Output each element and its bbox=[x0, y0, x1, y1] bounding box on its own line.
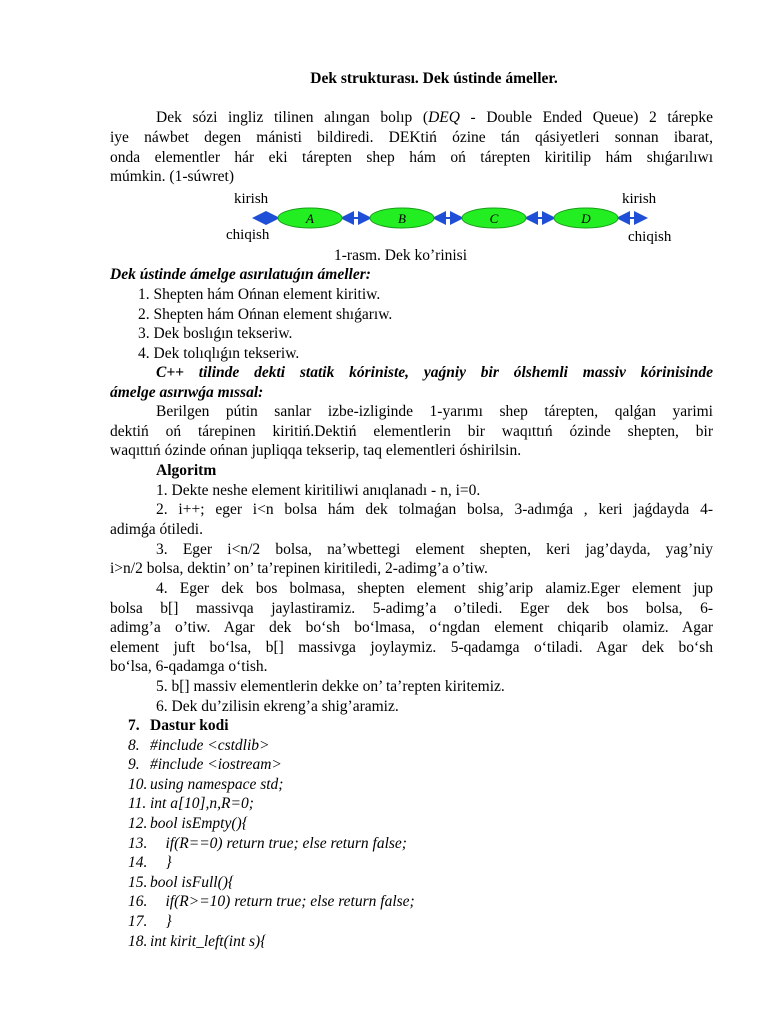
cpp-heading-line-2: ámelge asırıwǵa mıssal: bbox=[110, 384, 264, 401]
algo-step-3: 3. Eger i<n/2 bolsa, na’wbettegi element shepten, keri jag’dayda, yag’niy bbox=[156, 541, 713, 558]
svg-text:B: B bbox=[398, 211, 406, 226]
code-line: 17. } bbox=[128, 913, 172, 930]
code-line: 13. if(R==0) return true; else return false; bbox=[128, 835, 407, 852]
cpp-heading-line-1: C++ tilinde dekti statik kóriniste, yaǵniy bir ólshemli massiv kórinisinde bbox=[156, 364, 713, 381]
ops-heading: Dek ústinde ámelge asırılatuǵın ámeller: bbox=[110, 266, 371, 283]
code-line: 16. if(R>=10) return true; else return false; bbox=[128, 893, 415, 910]
task-line-1: Berilgen pútin sanlar izbe-izliginde 1-yarımı shep tárepten, qalǵan yarimi bbox=[156, 403, 713, 420]
svg-text:A: A bbox=[306, 211, 314, 226]
algo-step-4-cont-4: bo‘lsa, 6-qadamga o‘tish. bbox=[110, 658, 268, 675]
code-line: 18. int kirit_left(int s){ bbox=[128, 933, 267, 950]
intro-line-4: múmkin. (1-súwret) bbox=[110, 168, 234, 185]
deque-node-b bbox=[370, 208, 434, 228]
label-kirish-right: kirish bbox=[622, 191, 657, 207]
label-chiqish-right: chiqish bbox=[628, 229, 672, 245]
algo-step-2: 2. i++; eger i<n bolsa hám dek tolmaǵan bolsa, 3-adımǵa , keri jaǵdayda 4- bbox=[156, 501, 713, 518]
task-line-2: dektiń oń tárepinen kiritiń.Dektiń elementlerin bir waqıttıń ózinde shepten, bir bbox=[110, 423, 713, 440]
svg-text:D: D bbox=[581, 211, 591, 226]
intro-line-3: onda elementler hár eki tárepten shep hám oń tárepten kiritilip hám shıǵarılıwı bbox=[110, 149, 713, 166]
code-heading: 7. Dastur kodi bbox=[128, 717, 229, 734]
deque-figure bbox=[225, 186, 685, 246]
deque-node-a bbox=[278, 208, 342, 228]
intro-line-1: Dek sózi ingliz tilinen alıngan bolıp (DEQ - Double Ended Queue) 2 tárepke bbox=[156, 109, 713, 126]
label-chiqish-left: chiqish bbox=[226, 227, 270, 243]
list-item: 1. Shepten hám Ońnan element kiritiw. bbox=[138, 286, 381, 303]
task-line-3: waqıttıń ózinde ońnan jupliqqa tekserip, taq elementleri óshirilsin. bbox=[110, 442, 522, 459]
algo-step-6: 6. Dek du’zilisin ekreng’a shig’aramiz. bbox=[156, 698, 399, 715]
page-title: Dek strukturası. Dek ústinde ámeller. bbox=[310, 70, 558, 87]
figure-caption: 1-rasm. Dek ko’rinisi bbox=[334, 247, 468, 264]
code-line: 11. int a[10],n,R=0; bbox=[128, 795, 254, 812]
list-item: 2. Shepten hám Ońnan element shıǵarıw. bbox=[138, 306, 393, 323]
code-line: 14. } bbox=[128, 854, 172, 871]
algo-step-4: 4. Eger dek bos bolmasa, shepten element shig’arip alamiz.Eger element jup bbox=[156, 580, 713, 597]
algo-step-1: 1. Dekte neshe element kiritiliwi anıqlanadı - n, i=0. bbox=[156, 482, 481, 499]
algo-step-4-cont-2: adimg’a o’tiw. Agar dek bo‘sh bo‘lmasa, o‘ngdan element chiqarib olamiz. Agar bbox=[110, 619, 713, 636]
deque-node-c bbox=[462, 208, 526, 228]
algo-step-3-cont: i>n/2 bolsa, dektin’ on’ ta’repinen kiritiledi, 2-adimg’a o’tiw. bbox=[110, 560, 488, 577]
algo-step-4-cont-1: bolsa b[] massivqa jaylastiramiz. 5-adimg’a o’tiledi. Eger dek bos bolsa, 6- bbox=[110, 600, 713, 617]
code-line: 10. using namespace std; bbox=[128, 776, 284, 793]
code-line: 12. bool isEmpty(){ bbox=[128, 815, 248, 832]
algo-step-5: 5. b[] massiv elementlerin dekke on’ ta’repten kiritemiz. bbox=[156, 678, 505, 695]
algo-step-2-cont: adimǵa ótiledi. bbox=[110, 521, 203, 538]
deque-node-d bbox=[554, 208, 618, 228]
code-line: 15. bool isFull(){ bbox=[128, 874, 235, 891]
algo-step-4-cont-3: element juft bo‘lsa, b[] massivga joylaymiz. 5-qadamga o‘tiladi. Agar dek bo‘sh bbox=[110, 639, 713, 656]
list-item: 3. Dek boslıǵın tekseriw. bbox=[138, 325, 293, 342]
svg-text:C: C bbox=[489, 211, 499, 226]
list-item: 4. Dek tolıqlıǵın tekseriw. bbox=[138, 345, 300, 362]
intro-line-2: iye náwbet degen mánisti bildiredi. DEKtiń ózine tán qásiyetleri sonnan ibarat, bbox=[110, 129, 713, 146]
label-kirish-left: kirish bbox=[234, 191, 269, 207]
algorithm-heading: Algoritm bbox=[156, 462, 217, 479]
code-line: 9. #include <iostream> bbox=[128, 756, 282, 773]
code-line: 8. #include <cstdlib> bbox=[128, 737, 270, 754]
